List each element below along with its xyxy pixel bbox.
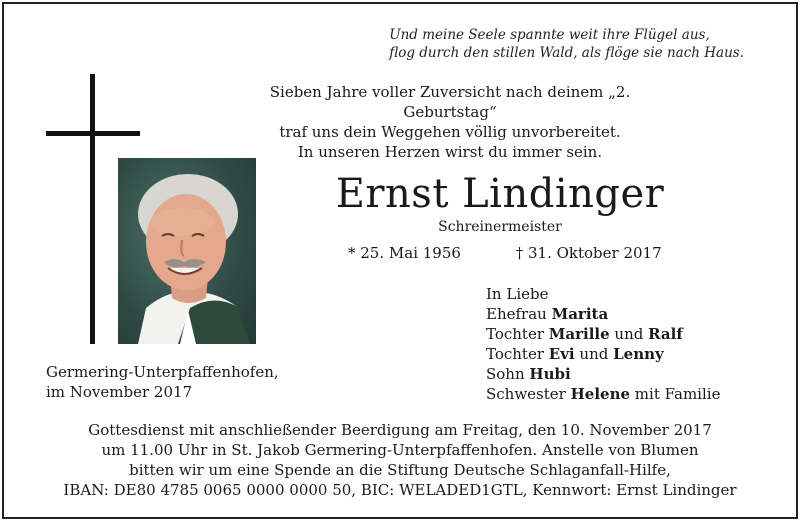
mourner-relation: Sohn xyxy=(486,365,530,383)
intro-line: In unseren Herzen wirst du immer sein. xyxy=(297,143,603,161)
mourner-joiner: und xyxy=(609,325,649,343)
mourner-joiner: und xyxy=(574,345,614,363)
service-line: IBAN: DE80 4785 0065 0000 0000 50, BIC: WELADED1GTL, Kennwort: Ernst Lindinger xyxy=(63,481,737,499)
deceased-name: Ernst Lindinger xyxy=(335,171,665,217)
mourner-row xyxy=(486,384,720,404)
mourner-row xyxy=(486,344,720,364)
mourner-row xyxy=(486,304,720,324)
mourner-row xyxy=(486,364,720,384)
mourner-suffix: mit Familie xyxy=(630,385,721,403)
mourner-name: Evi xyxy=(548,345,575,363)
portrait-photo xyxy=(118,158,256,344)
life-dates xyxy=(348,244,662,262)
service-line: um 11.00 Uhr in St. Jakob Germering-Unterpfaffenhofen. Anstelle von Blumen xyxy=(101,441,699,459)
mourner-name: Helene xyxy=(570,385,631,403)
mourner-relation: Schwester xyxy=(486,385,571,403)
mourner-name: Lenny xyxy=(613,345,664,363)
service-info xyxy=(20,420,780,500)
mourner-name: Marita xyxy=(551,305,609,323)
place-date xyxy=(46,362,279,402)
portrait-image xyxy=(118,158,256,344)
poem-line: Und meine Seele spannte weit ihre Flügel aus, xyxy=(389,27,710,43)
mourner-name: Hubi xyxy=(529,365,571,383)
poem-line: flog durch den stillen Wald, als flöge sie nach Haus. xyxy=(389,45,744,61)
mourner-name: Marille xyxy=(548,325,610,343)
mourner-row xyxy=(486,324,720,344)
intro-text xyxy=(230,82,670,162)
cross-icon xyxy=(90,74,95,344)
mourner-relation: Tochter xyxy=(486,325,549,343)
service-line: bitten wir um eine Spende an die Stiftung Deutsche Schlaganfall-Hilfe, xyxy=(129,461,671,479)
death-date: † 31. Oktober 2017 xyxy=(515,244,662,262)
cross-icon-bar xyxy=(46,131,140,136)
service-line: Gottesdienst mit anschließender Beerdigung am Freitag, den 10. November 2017 xyxy=(88,421,712,439)
mourner-relation: Tochter xyxy=(486,345,549,363)
birth-date: * 25. Mai 1956 xyxy=(348,244,461,262)
poem xyxy=(389,26,744,62)
intro-line: Sieben Jahre voller Zuversicht nach deinem „2. Geburtstag“ xyxy=(269,83,631,121)
place-line: im November 2017 xyxy=(46,383,193,401)
mourners-intro: In Liebe xyxy=(486,285,549,303)
place-line: Germering-Unterpfaffenhofen, xyxy=(46,363,279,381)
mourner-relation: Ehefrau xyxy=(486,305,552,323)
mourners-list xyxy=(486,284,720,404)
deceased-profession: Schreinermeister xyxy=(438,219,562,235)
mourner-name: Ralf xyxy=(648,325,683,343)
intro-line: traf uns dein Weggehen völlig unvorbereitet. xyxy=(279,123,621,141)
